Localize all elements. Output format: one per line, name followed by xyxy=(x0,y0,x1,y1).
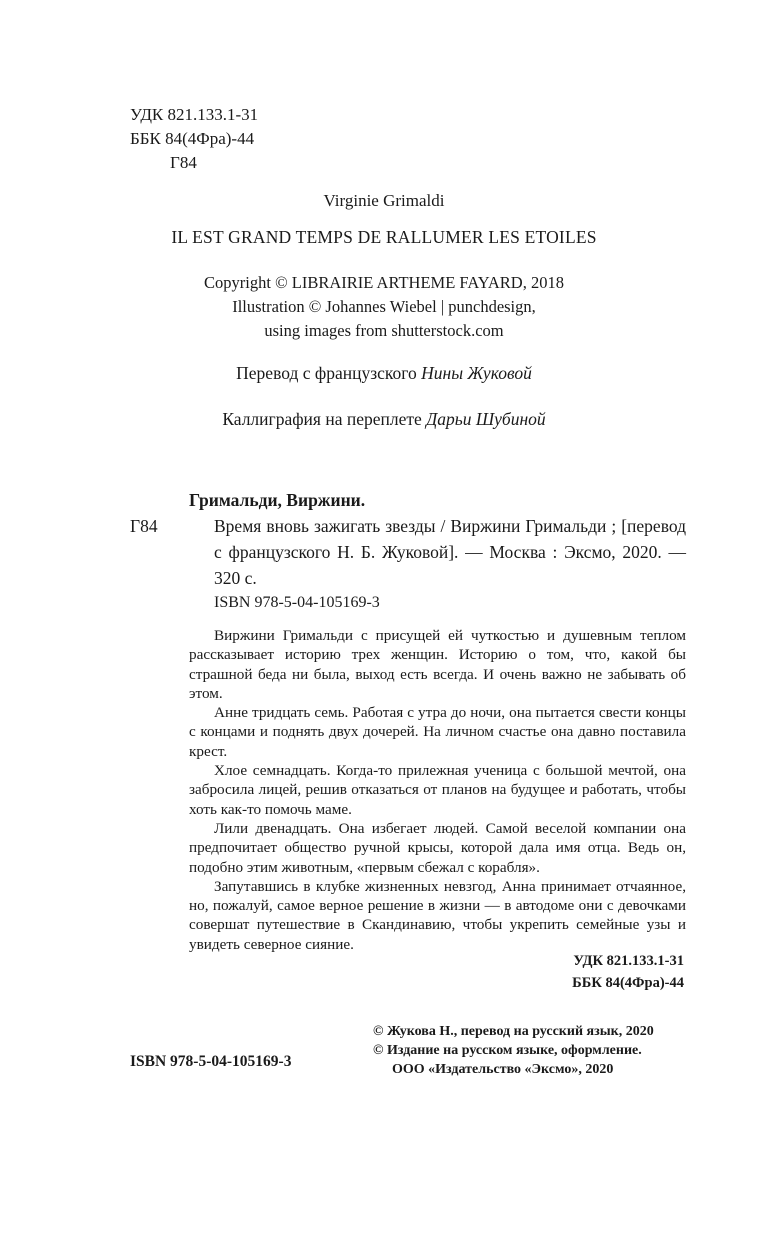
annotation xyxy=(189,626,686,954)
copyright-line: Copyright © LIBRAIRIE ARTHEME FAYARD, 2018 xyxy=(204,273,564,292)
calligrapher-name: Дарьи Шубиной xyxy=(426,409,546,429)
translation-copyright: © Жукова Н., перевод на русский язык, 2020 xyxy=(373,1024,654,1039)
catalog-heading: Гримальди, Виржини. xyxy=(189,490,366,510)
original-title: IL EST GRAND TEMPS DE RALLUMER LES ETOILES xyxy=(171,227,597,247)
illustration-source: using images from shutterstock.com xyxy=(264,321,504,340)
footer-copyright xyxy=(373,1022,654,1079)
annotation-paragraph: Хлое семнадцать. Когда-то прилежная ученица с большой мечтой, она забросила лицей, решив отказаться от планов на будущее и работать, чтобы хоть как-то помочь маме. xyxy=(189,762,686,818)
catalog-entry: Время вновь зажигать звезды / Виржини Гримальди ; [перевод с французского Н. Б. Жуковой]. — Москва : Эксмо, 2020. — 320 с. xyxy=(214,516,686,588)
catalog-code: Г84 xyxy=(130,516,158,536)
annotation-paragraph: Запутавшись в клубке жизненных невзгод, Анна принимает отчаянное, но, пожалуй, самое верное решение в жизни — в автодоме они с девочками совершат путешествие в Скандинавию, чтобы укрепить семейные узы и увидеть северное сияние. xyxy=(189,877,686,953)
edition-copyright: © Издание на русском языке, оформление. xyxy=(373,1043,642,1058)
bbk-code-bottom: ББК 84(4Фра)-44 xyxy=(572,975,684,991)
annotation-paragraph: Анне тридцать семь. Работая с утра до ночи, она пытается свести концы с концами и поднять двух дочерей. На личном счастье она давно поставила крест. xyxy=(189,704,686,760)
translation-credit xyxy=(0,363,768,384)
calligraphy-credit xyxy=(0,409,768,430)
translator-name: Нины Жуковой xyxy=(421,363,532,383)
translation-prefix: Перевод с французского xyxy=(236,363,417,383)
footer-isbn: ISBN 978-5-04-105169-3 xyxy=(130,1053,292,1070)
author-sign: Г84 xyxy=(170,153,197,172)
udk-code-bottom: УДК 821.133.1-31 xyxy=(573,953,684,969)
illustration-credit: Illustration © Johannes Wiebel | punchdesign, xyxy=(232,297,536,316)
udk-code: УДК 821.133.1-31 xyxy=(130,105,259,124)
annotation-paragraph: Виржини Гримальди с присущей ей чуткостью и душевным теплом рассказывает историю трех женщин. Историю о том, что, какой бы страшной беда ни была, выход есть всегда. И очень важно не забывать об этом. xyxy=(189,627,686,702)
original-author: Virginie Grimaldi xyxy=(323,191,445,210)
publisher-copyright: ООО «Издательство «Эксмо», 2020 xyxy=(392,1062,614,1077)
classification-block xyxy=(130,103,258,175)
catalog-isbn: ISBN 978-5-04-105169-3 xyxy=(214,594,380,611)
classification-bottom xyxy=(572,950,684,994)
annotation-paragraph: Лили двенадцать. Она избегает людей. Самой веселой компании она предпочитает общество ручной крысы, которой дала имя отца. Ведь он, подобно этим животным, «первым сбежал с корабля». xyxy=(189,819,686,876)
calligraphy-prefix: Каллиграфия на переплете xyxy=(222,409,422,429)
original-copyright xyxy=(0,271,768,343)
bbk-code: ББК 84(4Фра)-44 xyxy=(130,129,255,148)
